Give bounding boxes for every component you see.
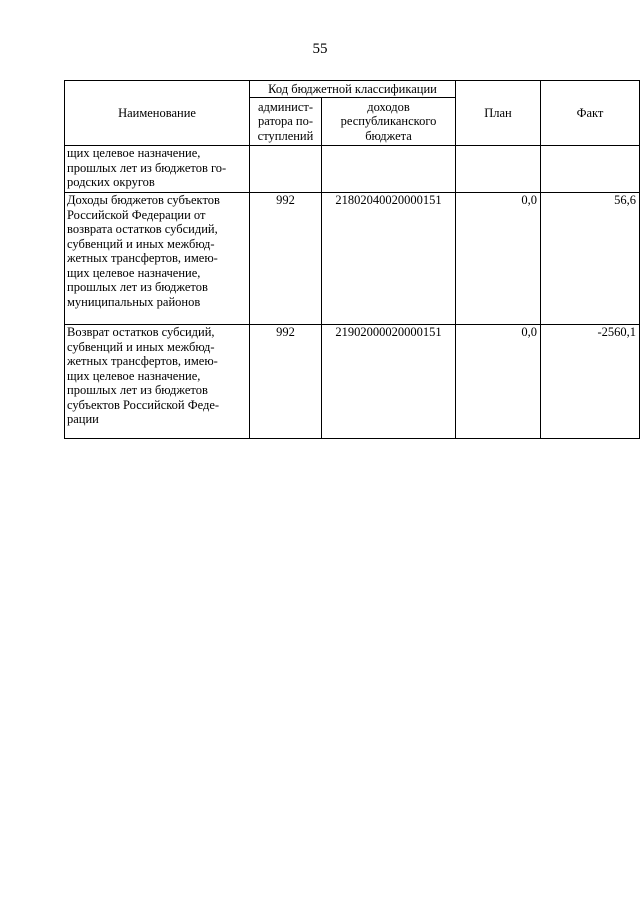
page-number: 55 [312,41,328,57]
row-name: щих целевое назначение, прошлых лет из бюджетов го- родских округов [65,146,250,193]
row-admin: 992 [250,325,322,439]
header-code-group: Код бюджетной классификации [250,81,456,98]
row-admin [250,146,322,193]
budget-table [64,80,640,439]
row-code: 21802040020000151 [322,193,456,325]
table-row [65,325,640,439]
row-admin: 992 [250,193,322,325]
row-fact: -2560,1 [541,325,640,439]
row-plan: 0,0 [456,325,541,439]
header-name: Наименование [65,81,250,146]
row-plan: 0,0 [456,193,541,325]
row-name: Доходы бюджетов субъектов Российской Федерации от возврата остатков субсидий, субвенций и иных межбюд- жетных трансфертов, имею- щих целевое назначение, прошлых лет из бюджетов муниципальных районов [65,193,250,325]
header-income: доходов республиканского бюджета [322,98,456,146]
row-name: Возврат остатков субсидий, субвенций и иных межбюд- жетных трансфертов, имею- щих целевое назначение, прошлых лет из бюджетов субъектов Российской Феде- рации [65,325,250,439]
row-plan [456,146,541,193]
table-row [65,146,640,193]
row-fact [541,146,640,193]
row-code [322,146,456,193]
header-plan: План [456,81,541,146]
header-admin: админист- ратора по- ступлений [250,98,322,146]
table-row [65,193,640,325]
row-fact: 56,6 [541,193,640,325]
row-code: 21902000020000151 [322,325,456,439]
header-fact: Факт [541,81,640,146]
